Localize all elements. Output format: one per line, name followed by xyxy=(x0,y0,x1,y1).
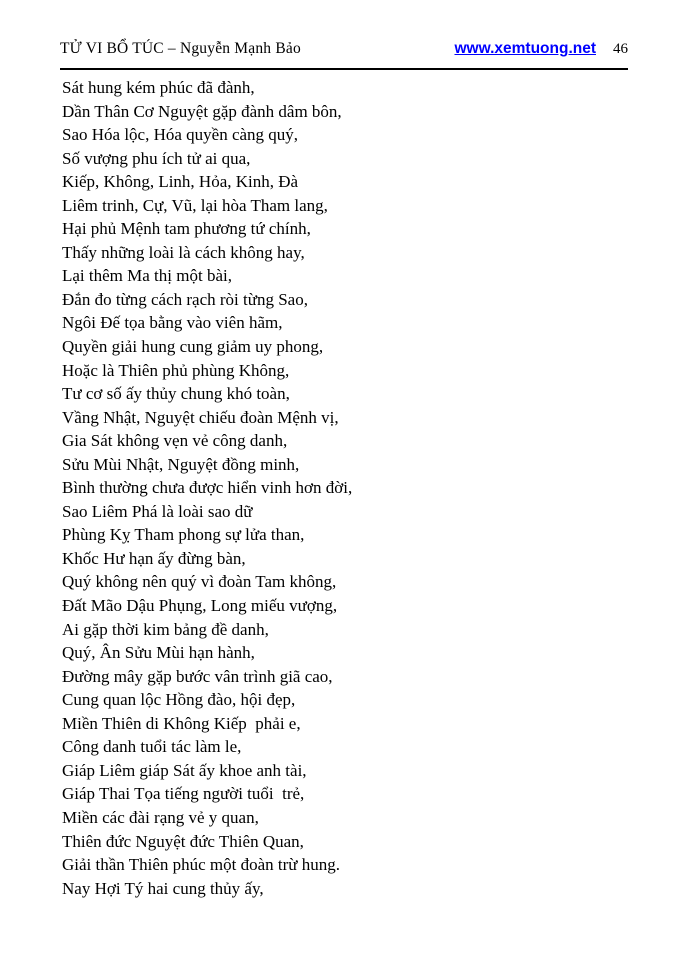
poem-line: Miền các đài rạng vẻ y quan, xyxy=(62,807,259,827)
poem-line: Quyền giải hung cung giảm uy phong, xyxy=(62,337,324,357)
poem-line: Bình thường chưa được hiển vinh hơn đời, xyxy=(62,478,353,498)
poem-line: Cung quan lộc Hồng đào, hội đẹp, xyxy=(62,690,296,710)
poem-line: Vầng Nhật, Nguyệt chiếu đoàn Mệnh vị, xyxy=(62,407,339,427)
poem-line: Sao Liêm Phá là loài sao dữ xyxy=(62,501,253,521)
page-number: 46 xyxy=(613,41,628,57)
poem-line: Quý, Ân Sửu Mùi hạn hành, xyxy=(62,643,255,663)
poem-line: Đường mây gặp bước vân trình giã cao, xyxy=(62,666,333,686)
poem-line: Miền Thiên di Không Kiếp phải e, xyxy=(62,713,301,733)
poem-line: Giáp Thai Tọa tiếng người tuổi trẻ, xyxy=(62,784,305,804)
header-divider xyxy=(60,68,628,70)
poem-body xyxy=(62,76,642,900)
poem-line: Kiếp, Không, Linh, Hỏa, Kinh, Đà xyxy=(62,172,299,192)
poem-line: Giải thần Thiên phúc một đoàn trừ hung. xyxy=(62,855,341,875)
poem-line: Hoặc là Thiên phủ phùng Không, xyxy=(62,360,290,380)
poem-line: Sát hung kém phúc đã đành, xyxy=(62,78,255,97)
poem-line: Đất Mão Dậu Phụng, Long miếu vượng, xyxy=(62,596,338,616)
poem-line: Lại thêm Ma thị một bài, xyxy=(62,266,232,286)
poem-line: Thấy những loài là cách không hay, xyxy=(62,242,305,262)
poem-line: Sửu Mùi Nhật, Nguyệt đồng minh, xyxy=(62,454,300,474)
poem-line: Số vượng phu ích tử ai qua, xyxy=(62,148,251,168)
poem-line: Dần Thân Cơ Nguyệt gặp đành dâm bôn, xyxy=(62,101,342,121)
book-title: TỬ VI BỔ TÚC – Nguyễn Mạnh Bảo xyxy=(60,40,301,57)
poem-line: Ai gặp thời kim bảng đề danh, xyxy=(62,619,269,639)
poem-line: Khốc Hư hạn ấy đừng bàn, xyxy=(62,548,246,568)
poem-line: Thiên đức Nguyệt đức Thiên Quan, xyxy=(62,831,304,851)
header-right xyxy=(454,40,628,58)
poem-line: Giáp Liêm giáp Sát ấy khoe anh tài, xyxy=(62,760,307,780)
poem-line: Ngôi Đế tọa bằng vào viên hãm, xyxy=(62,313,283,333)
poem-line: Liêm trinh, Cự, Vũ, lại hòa Tham lang, xyxy=(62,195,328,215)
site-link[interactable]: www.xemtuong.net xyxy=(454,40,596,57)
poem-line: Nay Hợi Tý hai cung thủy ấy, xyxy=(62,878,264,898)
poem-line: Hại phủ Mệnh tam phương tứ chính, xyxy=(62,219,311,239)
page-header xyxy=(60,40,628,58)
poem-line: Quý không nên quý vì đoàn Tam không, xyxy=(62,572,337,592)
poem-line: Gia Sát không vẹn vẻ công danh, xyxy=(62,431,288,451)
poem-line: Đắn đo từng cách rạch ròi từng Sao, xyxy=(62,289,308,309)
poem-line: Công danh tuổi tác làm le, xyxy=(62,737,242,757)
poem-line: Tư cơ số ấy thủy chung khó toàn, xyxy=(62,384,290,404)
poem-line: Phùng Kỵ Tham phong sự lửa than, xyxy=(62,525,305,545)
poem-line: Sao Hóa lộc, Hóa quyền càng quý, xyxy=(62,125,299,145)
